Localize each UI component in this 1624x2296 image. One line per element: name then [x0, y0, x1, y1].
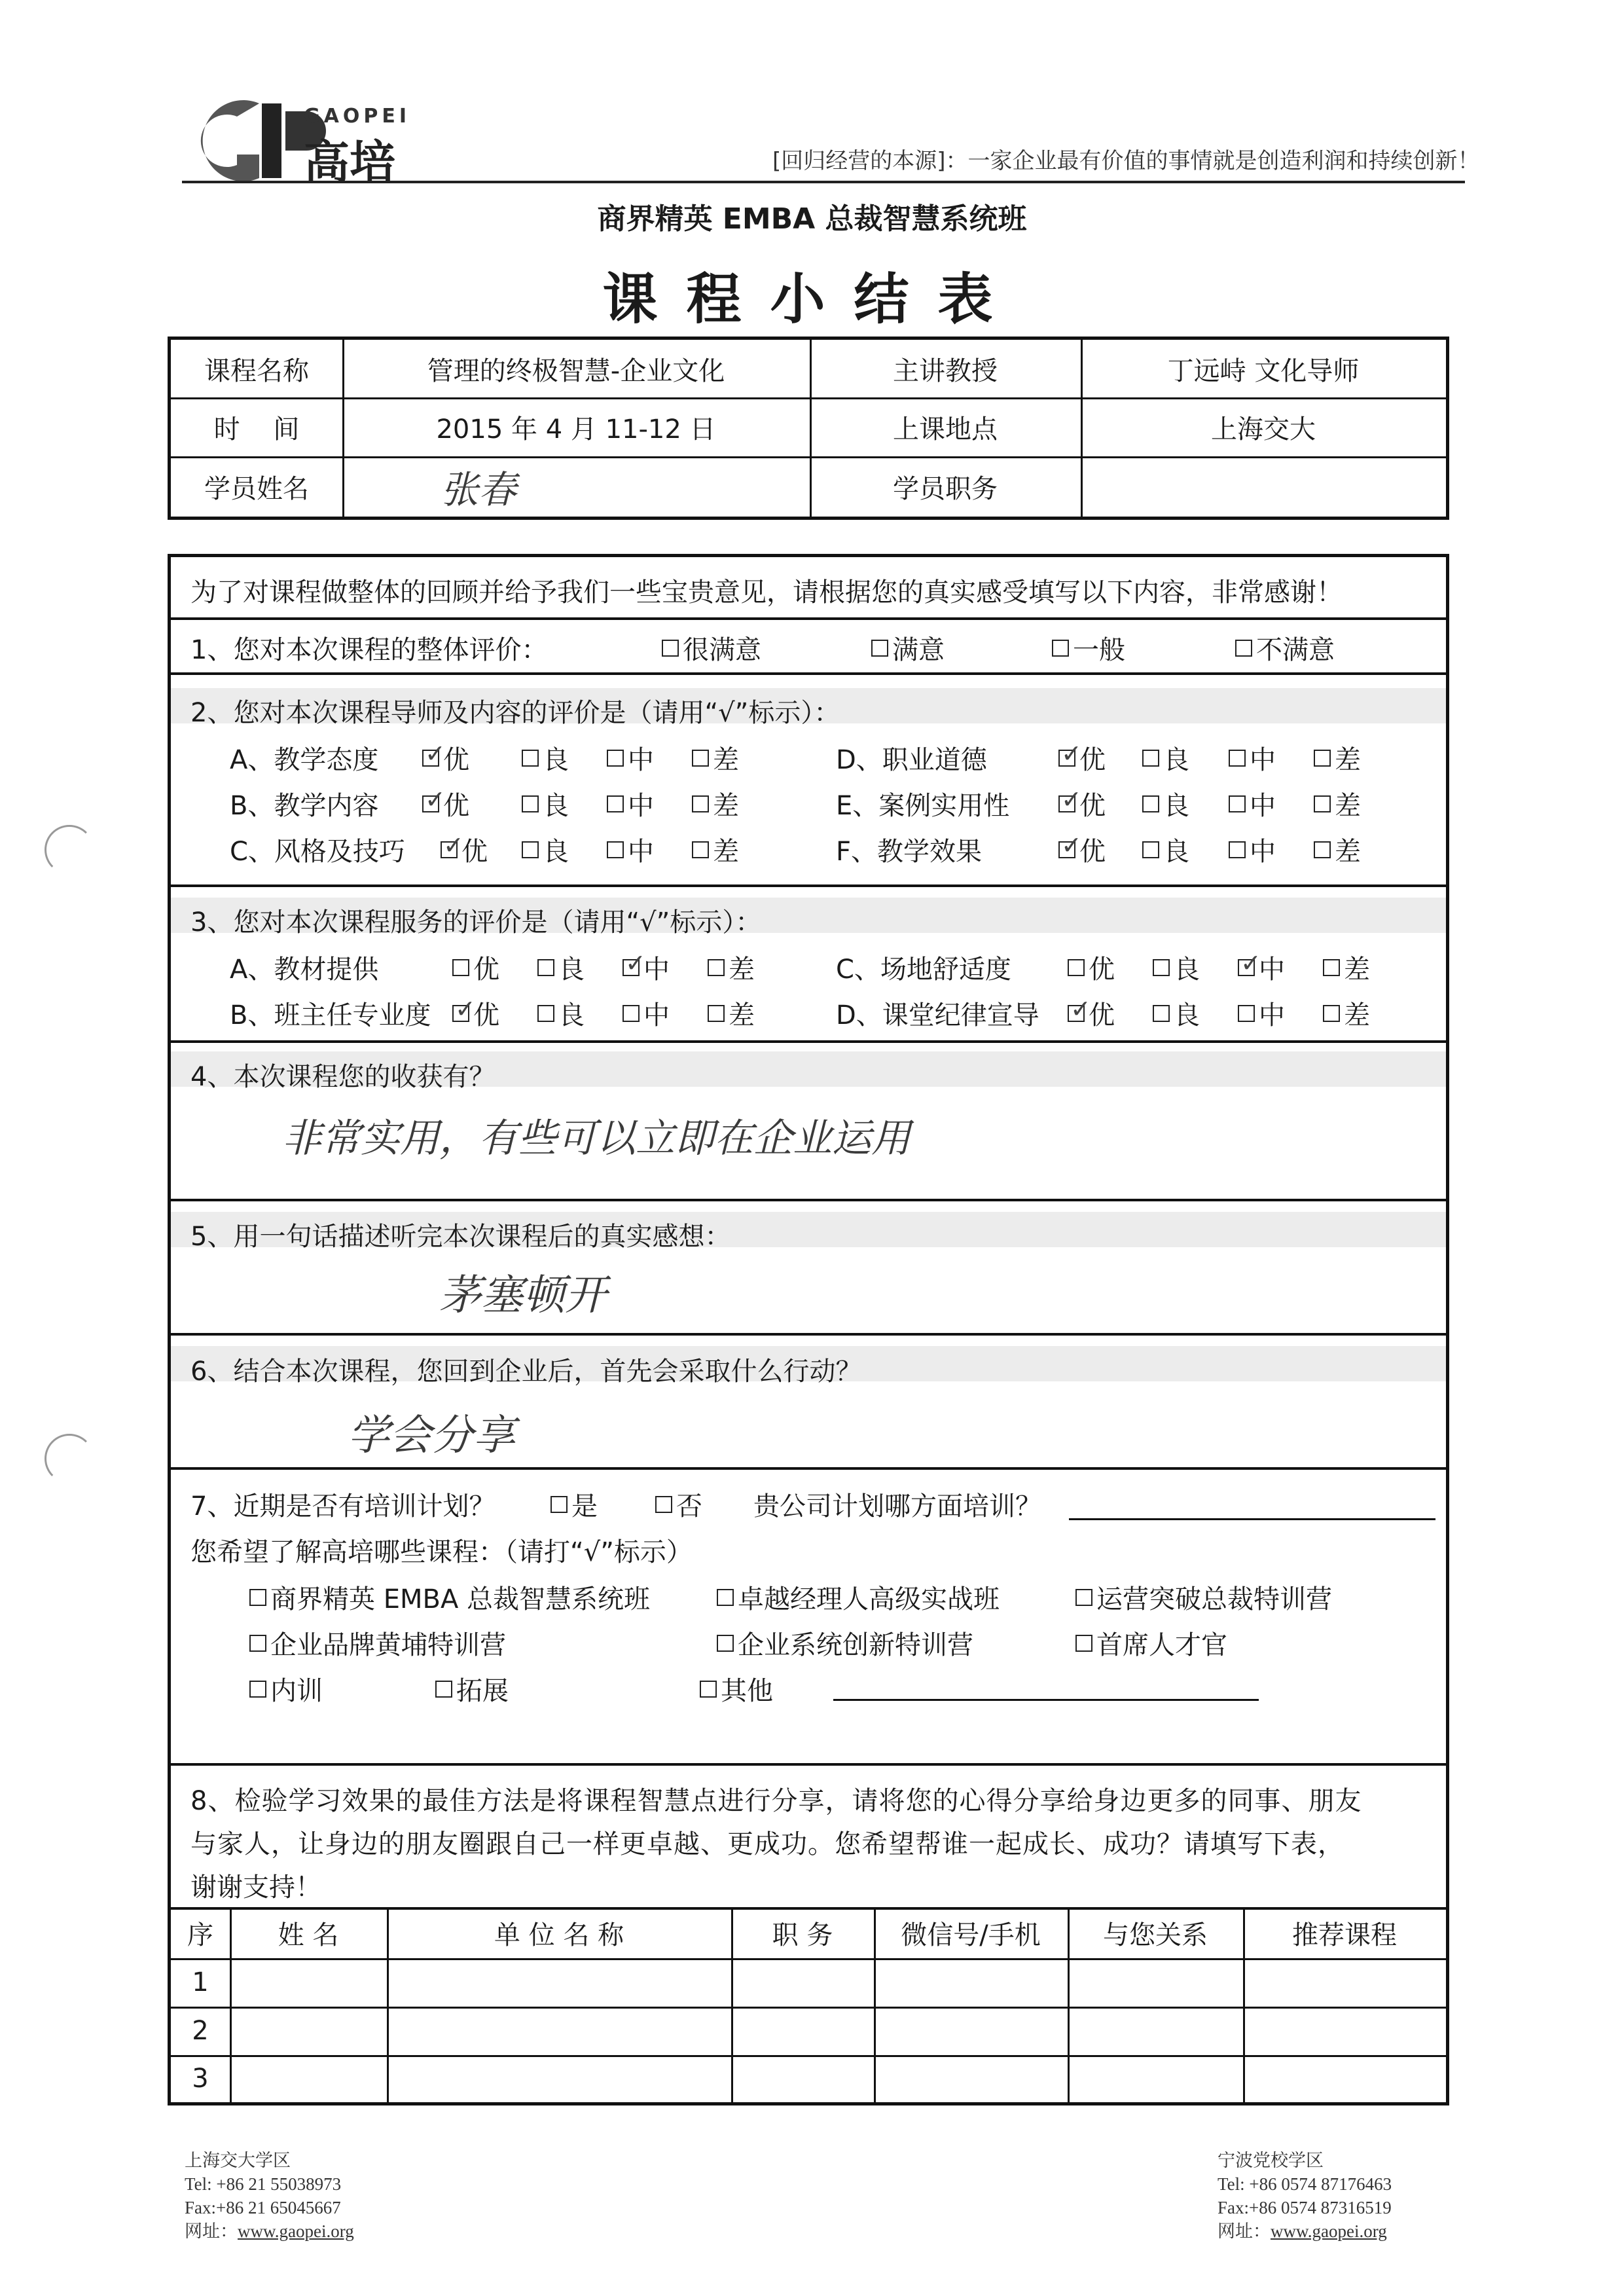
q1-option-very-satisfied[interactable]: 很满意 [662, 629, 761, 666]
student-name-label: 学员姓名 [204, 473, 309, 504]
footer-right-web-label: 网址： [1218, 2221, 1271, 2241]
q3-item-b: B、班主任专业度 [230, 1000, 431, 1030]
course-option-inhouse[interactable]: 内训 [249, 1670, 323, 1707]
q7-plan-field[interactable] [1069, 1518, 1435, 1520]
q2-d-good[interactable]: 良 [1142, 739, 1189, 776]
q3-a-poor[interactable]: 差 [708, 949, 755, 986]
q2-c-excellent[interactable]: ✓ 优 [441, 831, 488, 868]
q2-f-poor[interactable]: 差 [1314, 831, 1361, 868]
student-position-value[interactable] [1081, 456, 1446, 517]
time-label: 时 间 [213, 414, 300, 445]
q3-d-poor[interactable]: 差 [1323, 994, 1370, 1032]
q1-option-average[interactable]: 一般 [1052, 629, 1125, 666]
q2-d-excellent[interactable]: ✓ 优 [1058, 739, 1106, 776]
course-name-value: 管理的终极智慧-企业文化 [427, 355, 725, 386]
q2-b-excellent[interactable]: ✓ 优 [422, 785, 469, 822]
q3-c-fair[interactable]: ✓ 中 [1238, 949, 1285, 986]
q2-f-good[interactable]: 良 [1142, 831, 1189, 868]
q3-a-good[interactable]: 良 [537, 949, 585, 986]
course-option-brand[interactable]: 企业品牌黄埔特训营 [249, 1624, 506, 1662]
q2-d-fair[interactable]: 中 [1229, 739, 1276, 776]
q3-d-excellent[interactable]: ✓ 优 [1068, 994, 1115, 1032]
q3-d-good[interactable]: 良 [1153, 994, 1200, 1032]
q2-c-poor[interactable]: 差 [692, 831, 739, 868]
form-intro: 为了对课程做整体的回顾并给予我们一些宝贵意见，请根据您的真实感受填写以下内容，非常感谢！ [190, 577, 1343, 608]
q3-b-poor[interactable]: 差 [708, 994, 755, 1032]
q6-label: 6、结合本次课程，您回到企业后，首先会采取什么行动？ [190, 1357, 862, 1387]
q2-a-fair[interactable]: 中 [607, 739, 654, 776]
q3-b-fair[interactable]: 中 [623, 994, 670, 1032]
page-title: 课程小结表 [602, 267, 1022, 331]
q3-a-fair[interactable]: ✓ 中 [623, 949, 670, 986]
q2-e-fair[interactable]: 中 [1229, 785, 1276, 822]
q2-item-f: F、教学效果 [836, 837, 983, 867]
course-option-cto[interactable]: 首席人才官 [1075, 1624, 1227, 1662]
q3-item-a: A、教材提供 [230, 955, 379, 985]
footer-right-web-link[interactable]: www.gaopei.org [1271, 2221, 1387, 2241]
q2-e-poor[interactable]: 差 [1314, 785, 1361, 822]
footer-right [1218, 2149, 1392, 2243]
q2-c-good[interactable]: 良 [522, 831, 569, 868]
q2-a-good[interactable]: 良 [522, 739, 569, 776]
footer-left-tel: Tel: +86 21 55038973 [185, 2174, 342, 2194]
q3-d-fair[interactable]: 中 [1238, 994, 1285, 1032]
professor-value: 丁远峙 文化导师 [1167, 355, 1360, 386]
header-relation: 与您关系 [1103, 1920, 1208, 1950]
q3-c-good[interactable]: 良 [1153, 949, 1200, 986]
logo-sub-text: GAOPEI [304, 105, 410, 128]
place-value: 上海交大 [1211, 414, 1316, 445]
q7-plan-label: 贵公司计划哪方面培训？ [753, 1491, 1041, 1522]
q8-text-line1: 8、检验学习效果的最佳方法是将课程智慧点进行分享，请将您的心得分享给身边更多的同事、朋友 [190, 1786, 1362, 1816]
header-course: 推荐课程 [1292, 1920, 1397, 1950]
table-row: 2 [192, 2016, 209, 2046]
header-index: 序 [187, 1920, 213, 1950]
page-subtitle: 商界精英 EMBA 总裁智慧系统班 [597, 202, 1027, 236]
q2-item-c: C、风格及技巧 [230, 837, 405, 867]
header-divider [182, 181, 1465, 183]
q3-item-d: D、课堂纪律宣导 [836, 1000, 1039, 1030]
footer-right-tel: Tel: +86 0574 87176463 [1218, 2174, 1392, 2194]
q7-courses-label: 您希望了解高培哪些课程：（请打“√”标示） [190, 1537, 693, 1567]
professor-label: 主讲教授 [893, 355, 998, 386]
q4-label: 4、本次课程您的收获有？ [190, 1062, 496, 1092]
course-option-innovation[interactable]: 企业系统创新特训营 [717, 1624, 973, 1662]
q3-a-excellent[interactable]: 优 [452, 949, 499, 986]
q2-label: 2、您对本次课程导师及内容的评价是（请用“√”标示）： [190, 698, 840, 728]
q2-item-b: B、教学内容 [230, 791, 379, 821]
course-option-emba[interactable]: 商界精英 EMBA 总裁智慧系统班 [249, 1578, 650, 1616]
q2-b-poor[interactable]: 差 [692, 785, 739, 822]
q2-a-poor[interactable]: 差 [692, 739, 739, 776]
header-wechat: 微信号/手机 [901, 1920, 1041, 1950]
footer-left-campus: 上海交大学区 [185, 2151, 291, 2170]
footer-right-campus: 宁波党校学区 [1218, 2151, 1324, 2170]
other-course-field[interactable] [833, 1699, 1259, 1701]
q7-yes-option[interactable]: 是 [550, 1485, 598, 1523]
q3-c-excellent[interactable]: 优 [1068, 949, 1115, 986]
q7-no-option[interactable]: 否 [655, 1485, 702, 1523]
q4-answer[interactable]: 非常实用，有些可以立即在企业运用 [282, 1116, 911, 1161]
student-name-value[interactable]: 张春 [441, 467, 517, 512]
course-option-operations[interactable]: 运营突破总裁特训营 [1075, 1578, 1332, 1616]
q5-answer[interactable]: 茅塞顿开 [439, 1271, 607, 1320]
course-name-label: 课程名称 [204, 355, 309, 386]
q3-label: 3、您对本次课程服务的评价是（请用“√”标示）： [190, 907, 762, 938]
q1-option-dissatisfied[interactable]: 不满意 [1235, 629, 1335, 666]
q2-e-good[interactable]: 良 [1142, 785, 1189, 822]
q2-d-poor[interactable]: 差 [1314, 739, 1361, 776]
q8-text-line2: 与家人，让身边的朋友圈跟自己一样更卓越、更成功。您希望帮谁一起成长、成功？请填写下表， [190, 1829, 1344, 1859]
q6-answer[interactable]: 学会分享 [348, 1412, 515, 1460]
q2-b-fair[interactable]: 中 [607, 785, 654, 822]
course-option-outdoor[interactable]: 拓展 [435, 1670, 509, 1707]
table-row: 1 [192, 1967, 209, 1997]
recommendation-table [171, 1907, 1446, 2102]
q7-label: 7、近期是否有培训计划？ [190, 1491, 496, 1522]
course-option-other[interactable]: 其他 [700, 1670, 773, 1707]
footer-left [185, 2149, 354, 2243]
q3-c-poor[interactable]: 差 [1323, 949, 1370, 986]
q3-b-good[interactable]: 良 [537, 994, 585, 1032]
header-position: 职 务 [772, 1920, 833, 1950]
gaopei-logo [182, 92, 601, 190]
q1-option-satisfied[interactable]: 满意 [871, 629, 945, 666]
logo-text: 高培 [304, 136, 395, 189]
table-row: 3 [192, 2064, 209, 2094]
header-name: 姓 名 [278, 1920, 339, 1950]
q5-label: 5、用一句话描述听完本次课程后的真实感想： [190, 1222, 731, 1252]
q2-item-d: D、职业道德 [836, 745, 987, 775]
footer-left-web-label: 网址： [185, 2221, 238, 2241]
slogan: [回归经营的本源]：一家企业最有价值的事情就是创造利润和持续创新！ [772, 148, 1480, 174]
q2-e-excellent[interactable]: ✓ 优 [1058, 785, 1106, 822]
punch-hole-mark [45, 825, 94, 875]
course-info-table [168, 337, 1449, 520]
time-value: 2015 年 4 月 11-12 日 [436, 414, 716, 445]
course-option-manager[interactable]: 卓越经理人高级实战班 [717, 1578, 1000, 1616]
q2-item-e: E、案例实用性 [836, 791, 1010, 821]
q2-c-fair[interactable]: 中 [607, 831, 654, 868]
header-company: 单 位 名 称 [494, 1920, 624, 1950]
q1-label: 1、您对本次课程的整体评价： [190, 635, 548, 665]
footer-left-web-link[interactable]: www.gaopei.org [238, 2221, 354, 2241]
q2-f-fair[interactable]: 中 [1229, 831, 1276, 868]
q3-item-c: C、场地舒适度 [836, 955, 1011, 985]
q2-b-good[interactable]: 良 [522, 785, 569, 822]
place-label: 上课地点 [893, 414, 998, 445]
student-position-label: 学员职务 [893, 473, 998, 504]
q2-f-excellent[interactable]: ✓ 优 [1058, 831, 1106, 868]
q3-b-excellent[interactable]: ✓ 优 [452, 994, 499, 1032]
punch-hole-mark [45, 1434, 94, 1484]
q8-text-line3: 谢谢支持！ [190, 1872, 321, 1903]
feedback-form [168, 554, 1449, 2105]
footer-right-fax: Fax:+86 0574 87316519 [1218, 2198, 1392, 2217]
q2-item-a: A、教学态度 [230, 745, 379, 775]
footer-left-fax: Fax:+86 21 65045667 [185, 2198, 341, 2217]
q2-a-excellent[interactable]: ✓ 优 [422, 739, 469, 776]
